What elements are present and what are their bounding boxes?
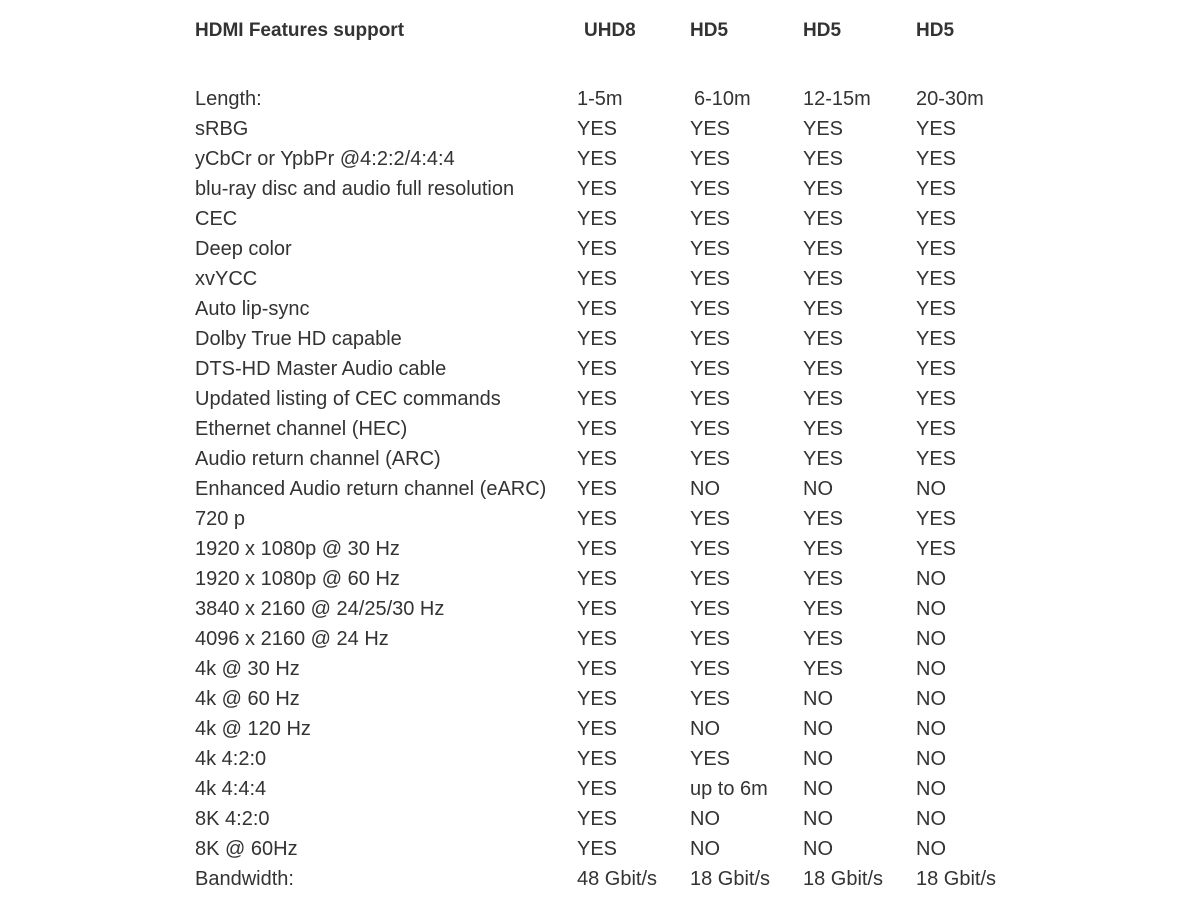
hd5-cell: NO xyxy=(690,838,720,860)
hd5-cell: NO xyxy=(916,568,946,590)
feature-cell: xvYCC xyxy=(195,268,258,290)
table-row xyxy=(195,774,1095,804)
uhd8-cell: 48 Gbit/s xyxy=(577,868,658,890)
feature-cell: 4096 x 2160 @ 24 Hz xyxy=(195,628,389,650)
uhd8-cell: YES xyxy=(577,688,618,710)
feature-cell: Deep color xyxy=(195,238,292,260)
hd5-cell: YES xyxy=(690,418,731,440)
hd5-cell: YES xyxy=(803,568,844,590)
hd5-cell: YES xyxy=(916,448,957,470)
hd5-cell: YES xyxy=(803,328,844,350)
hd5-cell: up to 6m xyxy=(690,778,768,800)
hd5-cell: NO xyxy=(916,598,946,620)
table-row xyxy=(195,204,1095,234)
uhd8-cell: YES xyxy=(577,538,618,560)
feature-cell: 4k 4:2:0 xyxy=(195,748,267,770)
uhd8-cell: YES xyxy=(577,418,618,440)
hd5-cell: YES xyxy=(803,298,844,320)
table-row xyxy=(195,234,1095,264)
header-feature-column: HDMI Features support xyxy=(195,20,405,41)
hd5-cell: YES xyxy=(803,208,844,230)
table-row xyxy=(195,504,1095,534)
hd5-cell: YES xyxy=(803,448,844,470)
hd5-cell: YES xyxy=(916,118,957,140)
uhd8-cell: YES xyxy=(577,508,618,530)
uhd8-cell: YES xyxy=(577,358,618,380)
uhd8-cell: YES xyxy=(577,388,618,410)
hd5-cell: 12-15m xyxy=(803,88,871,110)
table-row xyxy=(195,84,1095,114)
hd5-cell: YES xyxy=(803,268,844,290)
hd5-cell: YES xyxy=(803,508,844,530)
hd5-cell: YES xyxy=(803,358,844,380)
hd5-cell: YES xyxy=(803,418,844,440)
table-row xyxy=(195,834,1095,864)
hd5-cell: YES xyxy=(916,268,957,290)
uhd8-cell: YES xyxy=(577,268,618,290)
hd5-cell: 20-30m xyxy=(916,88,984,110)
hd5-cell: NO xyxy=(803,778,833,800)
hd5-cell: YES xyxy=(916,238,957,260)
hd5-cell: 18 Gbit/s xyxy=(803,868,884,890)
feature-cell: 8K 4:2:0 xyxy=(195,808,270,830)
hdmi-features-table xyxy=(195,16,1095,894)
hd5-cell: NO xyxy=(916,748,946,770)
hd5-cell: NO xyxy=(690,718,720,740)
hd5-cell: YES xyxy=(803,538,844,560)
hd5-cell: YES xyxy=(690,628,731,650)
table-row xyxy=(195,744,1095,774)
hd5-cell: YES xyxy=(916,418,957,440)
table-row xyxy=(195,654,1095,684)
feature-cell: blu-ray disc and audio full resolution xyxy=(195,178,515,200)
uhd8-cell: YES xyxy=(577,778,618,800)
hd5-cell: YES xyxy=(690,388,731,410)
hd5-cell: YES xyxy=(916,538,957,560)
feature-cell: 1920 x 1080p @ 60 Hz xyxy=(195,568,400,590)
hd5-cell: YES xyxy=(690,448,731,470)
hd5-cell: YES xyxy=(803,118,844,140)
uhd8-cell: YES xyxy=(577,598,618,620)
hd5-cell: YES xyxy=(690,118,731,140)
feature-cell: sRBG xyxy=(195,118,249,140)
hd5-cell: YES xyxy=(803,238,844,260)
feature-cell: Ethernet channel (HEC) xyxy=(195,418,408,440)
hd5-cell: YES xyxy=(690,658,731,680)
uhd8-cell: YES xyxy=(577,718,618,740)
hd5-cell: NO xyxy=(690,478,720,500)
table-row xyxy=(195,714,1095,744)
table-row xyxy=(195,144,1095,174)
hd5-cell: YES xyxy=(690,328,731,350)
hd5-cell: YES xyxy=(690,298,731,320)
uhd8-cell: YES xyxy=(577,298,618,320)
uhd8-cell: YES xyxy=(577,658,618,680)
hd5-cell: 6-10m xyxy=(694,88,751,110)
feature-cell: Dolby True HD capable xyxy=(195,328,402,350)
table-row xyxy=(195,444,1095,474)
uhd8-cell: YES xyxy=(577,808,618,830)
hd5-cell: YES xyxy=(690,538,731,560)
hd5-cell: NO xyxy=(916,478,946,500)
hd5-cell: NO xyxy=(916,808,946,830)
uhd8-cell: YES xyxy=(577,568,618,590)
hd5-cell: YES xyxy=(916,298,957,320)
hd5-cell: NO xyxy=(803,478,833,500)
uhd8-cell: YES xyxy=(577,448,618,470)
header-hd5-column: HD5 xyxy=(690,20,729,41)
table-row xyxy=(195,534,1095,564)
hd5-cell: YES xyxy=(690,238,731,260)
hd5-cell: NO xyxy=(916,778,946,800)
header-uhd8-column: UHD8 xyxy=(584,20,636,41)
feature-cell: 1920 x 1080p @ 30 Hz xyxy=(195,538,400,560)
feature-cell: yCbCr or YpbPr @4:2:2/4:4:4 xyxy=(195,148,455,170)
uhd8-cell: YES xyxy=(577,238,618,260)
hd5-cell: YES xyxy=(690,358,731,380)
table-row xyxy=(195,114,1095,144)
hd5-cell: YES xyxy=(690,178,731,200)
hd5-cell: YES xyxy=(690,748,731,770)
hd5-cell: NO xyxy=(916,628,946,650)
hd5-cell: 18 Gbit/s xyxy=(916,868,997,890)
hd5-cell: NO xyxy=(916,658,946,680)
hd5-cell: NO xyxy=(803,688,833,710)
table-row xyxy=(195,264,1095,294)
uhd8-cell: 1-5m xyxy=(577,88,623,110)
feature-cell: Audio return channel (ARC) xyxy=(195,448,441,470)
feature-cell: Length: xyxy=(195,88,262,110)
table-row xyxy=(195,594,1095,624)
hd5-cell: NO xyxy=(803,748,833,770)
uhd8-cell: YES xyxy=(577,118,618,140)
hd5-cell: YES xyxy=(803,598,844,620)
hd5-cell: YES xyxy=(690,208,731,230)
hd5-cell: NO xyxy=(690,808,720,830)
hd5-cell: NO xyxy=(916,688,946,710)
feature-cell: CEC xyxy=(195,208,238,230)
table-row xyxy=(195,564,1095,594)
hd5-cell: YES xyxy=(916,148,957,170)
uhd8-cell: YES xyxy=(577,838,618,860)
hd5-cell: YES xyxy=(690,688,731,710)
feature-cell: 4k @ 30 Hz xyxy=(195,658,300,680)
hd5-cell: YES xyxy=(916,508,957,530)
table-row xyxy=(195,804,1095,834)
hd5-cell: YES xyxy=(916,388,957,410)
hd5-cell: 18 Gbit/s xyxy=(690,868,771,890)
feature-cell: Updated listing of CEC commands xyxy=(195,388,501,410)
hd5-cell: YES xyxy=(690,148,731,170)
uhd8-cell: YES xyxy=(577,748,618,770)
uhd8-cell: YES xyxy=(577,328,618,350)
feature-cell: Auto lip-sync xyxy=(195,298,310,320)
hd5-cell: NO xyxy=(803,718,833,740)
hd5-cell: NO xyxy=(803,808,833,830)
table-row xyxy=(195,174,1095,204)
feature-cell: Bandwidth: xyxy=(195,868,294,890)
feature-cell: 4k 4:4:4 xyxy=(195,778,267,800)
hd5-cell: NO xyxy=(916,838,946,860)
table-row xyxy=(195,864,1095,894)
uhd8-cell: YES xyxy=(577,178,618,200)
header-hd5-column: HD5 xyxy=(803,20,842,41)
feature-cell: DTS-HD Master Audio cable xyxy=(195,358,447,380)
uhd8-cell: YES xyxy=(577,208,618,230)
uhd8-cell: YES xyxy=(577,148,618,170)
feature-cell: 4k @ 120 Hz xyxy=(195,718,311,740)
table-row xyxy=(195,354,1095,384)
hd5-cell: YES xyxy=(916,208,957,230)
table-row xyxy=(195,294,1095,324)
hd5-cell: NO xyxy=(803,838,833,860)
table-row xyxy=(195,684,1095,714)
uhd8-cell: YES xyxy=(577,628,618,650)
table-row xyxy=(195,474,1095,504)
table-header-row xyxy=(195,16,1095,46)
table-row xyxy=(195,624,1095,654)
table-row xyxy=(195,324,1095,354)
feature-cell: 720 p xyxy=(195,508,246,530)
hd5-cell: YES xyxy=(916,178,957,200)
hd5-cell: YES xyxy=(916,328,957,350)
hd5-cell: YES xyxy=(803,178,844,200)
hd5-cell: YES xyxy=(916,358,957,380)
hd5-cell: YES xyxy=(803,388,844,410)
feature-cell: Enhanced Audio return channel (eARC) xyxy=(195,478,547,500)
hd5-cell: YES xyxy=(690,598,731,620)
table-row xyxy=(195,384,1095,414)
table-body xyxy=(195,84,1095,894)
hd5-cell: YES xyxy=(690,568,731,590)
table-row xyxy=(195,414,1095,444)
hd5-cell: YES xyxy=(690,268,731,290)
hd5-cell: YES xyxy=(803,628,844,650)
feature-cell: 3840 x 2160 @ 24/25/30 Hz xyxy=(195,598,445,620)
hd5-cell: YES xyxy=(803,148,844,170)
hd5-cell: YES xyxy=(690,508,731,530)
feature-cell: 8K @ 60Hz xyxy=(195,838,298,860)
hd5-cell: YES xyxy=(803,658,844,680)
header-hd5-column: HD5 xyxy=(916,20,955,41)
feature-cell: 4k @ 60 Hz xyxy=(195,688,300,710)
uhd8-cell: YES xyxy=(577,478,618,500)
hd5-cell: NO xyxy=(916,718,946,740)
